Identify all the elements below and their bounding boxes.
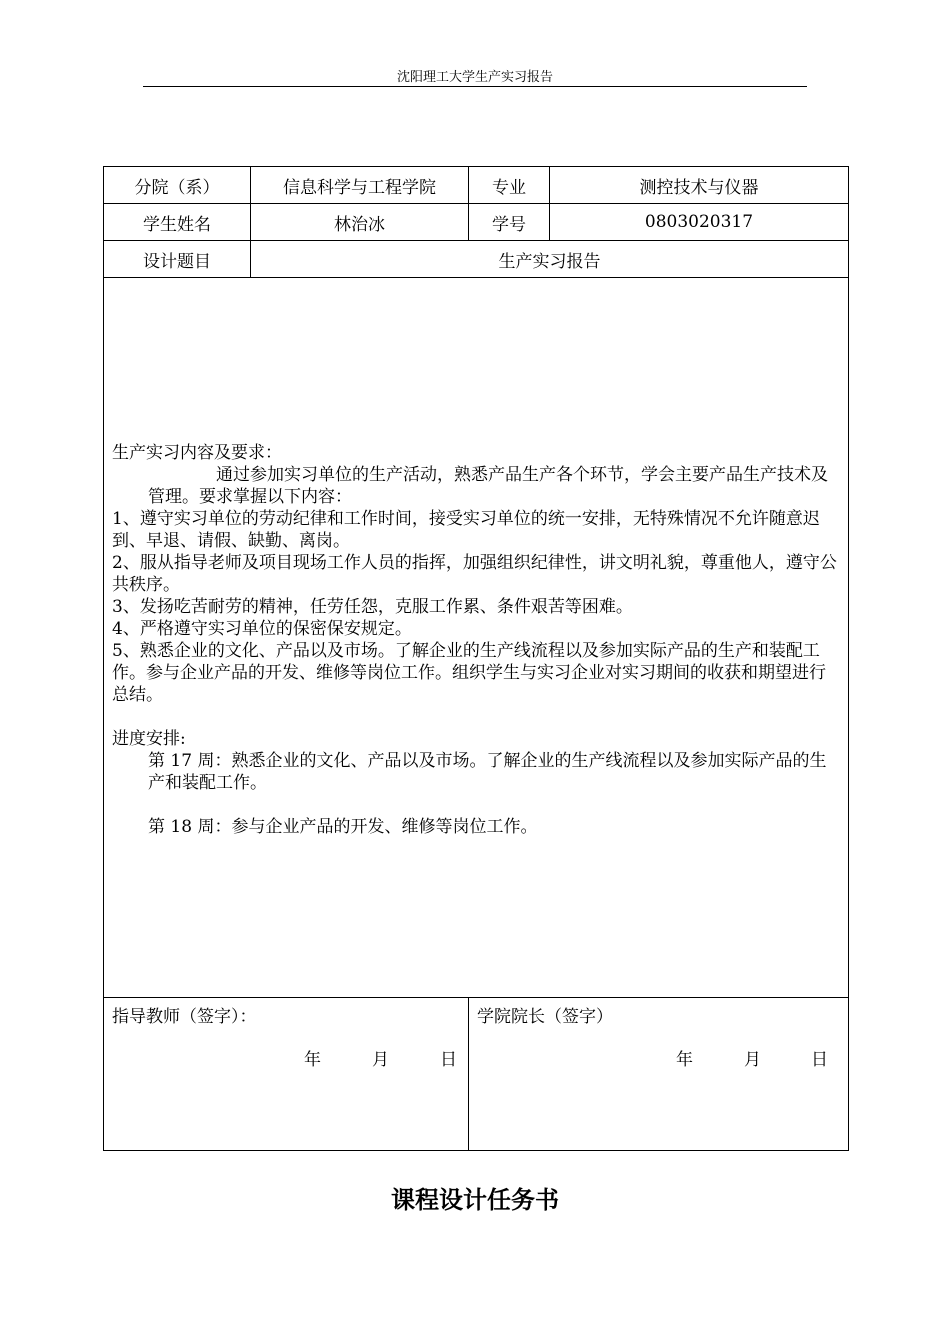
day-label: 日	[440, 1050, 457, 1070]
day-label: 日	[811, 1050, 828, 1070]
internship-form-table	[103, 166, 849, 1151]
teacher-sign-label: 指导教师（签字）：	[112, 1007, 257, 1027]
form-row-topic	[104, 241, 849, 278]
form-row-student	[104, 204, 849, 241]
schedule-item-week18: 第 18 周：参与企业产品的开发、维修等岗位工作。	[148, 816, 538, 837]
spacer	[112, 706, 840, 728]
month-label: 月	[372, 1050, 389, 1070]
year-label: 年	[676, 1050, 693, 1070]
student-id-label: 学号	[469, 204, 550, 241]
topic-label: 设计题目	[104, 241, 251, 278]
requirement-item: 1、遵守实习单位的劳动纪律和工作时间，接受实习单位的统一安排，无特殊情况不允许随意迟到、早退、请假、缺勤、离岗。	[112, 508, 820, 551]
dean-sign-cell	[469, 998, 849, 1151]
content-body	[104, 438, 848, 838]
page-header-title: 沈阳理工大学生产实习报告	[396, 70, 553, 85]
student-name-value: 林治冰	[251, 204, 469, 241]
topic-value: 生产实习报告	[251, 241, 849, 278]
content-intro: 通过参加实习单位的生产活动，熟悉产品生产各个环节，学会主要产品生产技术及管理。要求掌握以下内容：	[148, 464, 828, 507]
schedule-heading: 进度安排:	[112, 728, 186, 749]
student-name-label: 学生姓名	[104, 204, 251, 241]
requirement-item: 2、服从指导老师及项目现场工作人员的指挥，加强组织纪律性，讲文明礼貌，尊重他人，遵守公共秩序。	[112, 552, 837, 595]
header-divider	[143, 86, 807, 87]
requirement-item: 5、熟悉企业的文化、产品以及市场。了解企业的生产线流程以及参加实际产品的生产和装配工作。参与企业产品的开发、维修等岗位工作。组织学生与实习企业对实习期间的收获和期望进行总结。	[112, 640, 826, 705]
dept-value: 信息科学与工程学院	[251, 167, 469, 204]
major-value: 测控技术与仪器	[550, 167, 849, 204]
dean-sign-label: 学院院长（签字）	[477, 1007, 613, 1027]
major-label: 专业	[469, 167, 550, 204]
form-row-department	[104, 167, 849, 204]
requirement-item: 4、严格遵守实习单位的保密保安规定。	[112, 618, 412, 639]
form-row-content	[104, 278, 849, 998]
spacer	[112, 794, 840, 816]
year-label: 年	[304, 1050, 321, 1070]
dept-label: 分院（系）	[104, 167, 251, 204]
requirement-item: 3、发扬吃苦耐劳的精神，任劳任怨，克服工作累、条件艰苦等困难。	[112, 596, 633, 617]
schedule-item-week17: 第 17 周：熟悉企业的文化、产品以及市场。了解企业的生产线流程以及参加实际产品的生产和装配工作。	[148, 750, 827, 793]
student-id-value: 0803020317	[550, 204, 849, 241]
content-heading: 生产实习内容及要求：	[112, 442, 282, 463]
content-cell	[104, 278, 849, 998]
course-design-title: 课程设计任务书	[391, 1185, 559, 1214]
month-label: 月	[744, 1050, 761, 1070]
form-row-signatures	[104, 998, 849, 1151]
teacher-sign-cell	[104, 998, 469, 1151]
